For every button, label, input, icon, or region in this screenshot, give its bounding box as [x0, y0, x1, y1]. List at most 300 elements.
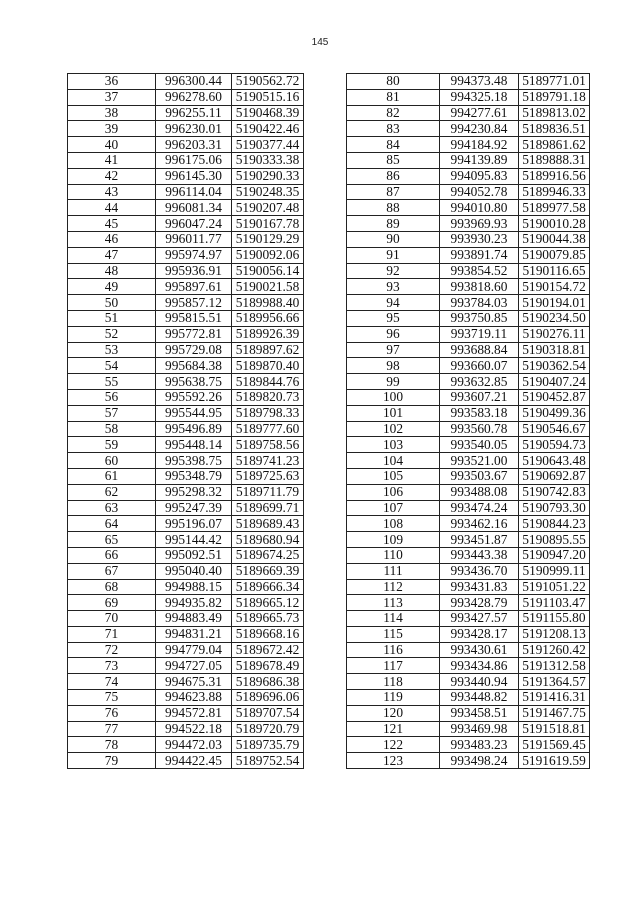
table-row [347, 516, 590, 532]
y-coordinate-cell: 5190692.87 [519, 468, 590, 484]
point-number-cell: 65 [68, 532, 156, 548]
table-row [68, 216, 304, 232]
point-number-cell: 92 [347, 263, 440, 279]
point-number-cell: 48 [68, 263, 156, 279]
x-coordinate-cell: 995772.81 [156, 326, 232, 342]
point-number-cell: 83 [347, 121, 440, 137]
table-row [347, 547, 590, 563]
point-number-cell: 49 [68, 279, 156, 295]
x-coordinate-cell: 993784.03 [440, 295, 519, 311]
x-coordinate-cell: 993632.85 [440, 374, 519, 390]
x-coordinate-cell: 996255.11 [156, 105, 232, 121]
y-coordinate-cell: 5190895.55 [519, 532, 590, 548]
y-coordinate-cell: 5190234.50 [519, 310, 590, 326]
x-coordinate-cell: 993498.24 [440, 753, 519, 769]
y-coordinate-cell: 5189699.71 [232, 500, 304, 516]
table-row [68, 611, 304, 627]
y-coordinate-cell: 5190594.73 [519, 437, 590, 453]
x-coordinate-cell: 995247.39 [156, 500, 232, 516]
table-row [347, 184, 590, 200]
y-coordinate-cell: 5190546.67 [519, 421, 590, 437]
point-number-cell: 86 [347, 168, 440, 184]
table-row [347, 563, 590, 579]
y-coordinate-cell: 5189666.34 [232, 579, 304, 595]
x-coordinate-cell: 993719.11 [440, 326, 519, 342]
point-number-cell: 50 [68, 295, 156, 311]
y-coordinate-cell: 5189836.51 [519, 121, 590, 137]
point-number-cell: 119 [347, 690, 440, 706]
point-number-cell: 107 [347, 500, 440, 516]
y-coordinate-cell: 5191260.42 [519, 642, 590, 658]
y-coordinate-cell: 5190999.11 [519, 563, 590, 579]
table-row [68, 310, 304, 326]
x-coordinate-cell: 995040.40 [156, 563, 232, 579]
page-number: 145 [311, 37, 329, 48]
point-number-cell: 106 [347, 484, 440, 500]
point-number-cell: 103 [347, 437, 440, 453]
point-number-cell: 63 [68, 500, 156, 516]
y-coordinate-cell: 5190333.38 [232, 152, 304, 168]
table-row [68, 658, 304, 674]
point-number-cell: 60 [68, 453, 156, 469]
point-number-cell: 120 [347, 705, 440, 721]
coordinates-table-right [346, 73, 590, 769]
table-row [68, 74, 304, 90]
point-number-cell: 109 [347, 532, 440, 548]
point-number-cell: 54 [68, 358, 156, 374]
point-number-cell: 95 [347, 310, 440, 326]
table-row [347, 326, 590, 342]
point-number-cell: 43 [68, 184, 156, 200]
point-number-cell: 104 [347, 453, 440, 469]
point-number-cell: 44 [68, 200, 156, 216]
x-coordinate-cell: 993436.70 [440, 563, 519, 579]
point-number-cell: 80 [347, 74, 440, 90]
point-number-cell: 62 [68, 484, 156, 500]
point-number-cell: 78 [68, 737, 156, 753]
y-coordinate-cell: 5190044.38 [519, 231, 590, 247]
y-coordinate-cell: 5190452.87 [519, 389, 590, 405]
y-coordinate-cell: 5189665.73 [232, 611, 304, 627]
x-coordinate-cell: 993440.94 [440, 674, 519, 690]
x-coordinate-cell: 993448.82 [440, 690, 519, 706]
y-coordinate-cell: 5190290.33 [232, 168, 304, 184]
x-coordinate-cell: 995144.42 [156, 532, 232, 548]
table-row [347, 753, 590, 769]
table-row [347, 231, 590, 247]
x-coordinate-cell: 993474.24 [440, 500, 519, 516]
x-coordinate-cell: 993969.93 [440, 216, 519, 232]
point-number-cell: 87 [347, 184, 440, 200]
x-coordinate-cell: 993427.57 [440, 611, 519, 627]
x-coordinate-cell: 994422.45 [156, 753, 232, 769]
table-row [68, 231, 304, 247]
point-number-cell: 47 [68, 247, 156, 263]
y-coordinate-cell: 5190562.72 [232, 74, 304, 90]
x-coordinate-cell: 993443.38 [440, 547, 519, 563]
point-number-cell: 68 [68, 579, 156, 595]
point-number-cell: 91 [347, 247, 440, 263]
y-coordinate-cell: 5190154.72 [519, 279, 590, 295]
x-coordinate-cell: 993462.16 [440, 516, 519, 532]
table-row [68, 279, 304, 295]
table-row [68, 405, 304, 421]
point-number-cell: 110 [347, 547, 440, 563]
point-number-cell: 118 [347, 674, 440, 690]
y-coordinate-cell: 5189735.79 [232, 737, 304, 753]
y-coordinate-cell: 5191619.59 [519, 753, 590, 769]
table-row [68, 121, 304, 137]
x-coordinate-cell: 996300.44 [156, 74, 232, 90]
table-row [347, 468, 590, 484]
y-coordinate-cell: 5189813.02 [519, 105, 590, 121]
y-coordinate-cell: 5191416.31 [519, 690, 590, 706]
table-row [68, 721, 304, 737]
point-number-cell: 102 [347, 421, 440, 437]
table-row [68, 295, 304, 311]
table-row [347, 484, 590, 500]
table-row [347, 295, 590, 311]
point-number-cell: 69 [68, 595, 156, 611]
y-coordinate-cell: 5191155.80 [519, 611, 590, 627]
point-number-cell: 117 [347, 658, 440, 674]
x-coordinate-cell: 994139.89 [440, 152, 519, 168]
table-row [347, 279, 590, 295]
x-coordinate-cell: 995974.97 [156, 247, 232, 263]
x-coordinate-cell: 993434.86 [440, 658, 519, 674]
point-number-cell: 53 [68, 342, 156, 358]
table-row [347, 358, 590, 374]
x-coordinate-cell: 996114.04 [156, 184, 232, 200]
coordinates-table-left [67, 73, 304, 769]
table-row [68, 437, 304, 453]
point-number-cell: 93 [347, 279, 440, 295]
table-row [347, 121, 590, 137]
table-row [347, 437, 590, 453]
y-coordinate-cell: 5190793.30 [519, 500, 590, 516]
table-row [68, 737, 304, 753]
y-coordinate-cell: 5191103.47 [519, 595, 590, 611]
y-coordinate-cell: 5189897.62 [232, 342, 304, 358]
x-coordinate-cell: 995092.51 [156, 547, 232, 563]
y-coordinate-cell: 5190643.48 [519, 453, 590, 469]
x-coordinate-cell: 994883.49 [156, 611, 232, 627]
y-coordinate-cell: 5190318.81 [519, 342, 590, 358]
y-coordinate-cell: 5191569.45 [519, 737, 590, 753]
table-row [68, 500, 304, 516]
point-number-cell: 76 [68, 705, 156, 721]
y-coordinate-cell: 5190276.11 [519, 326, 590, 342]
point-number-cell: 84 [347, 137, 440, 153]
y-coordinate-cell: 5189752.54 [232, 753, 304, 769]
point-number-cell: 51 [68, 310, 156, 326]
x-coordinate-cell: 993930.23 [440, 231, 519, 247]
table-row [68, 547, 304, 563]
x-coordinate-cell: 995857.12 [156, 295, 232, 311]
point-number-cell: 97 [347, 342, 440, 358]
point-number-cell: 37 [68, 89, 156, 105]
x-coordinate-cell: 994010.80 [440, 200, 519, 216]
x-coordinate-cell: 994779.04 [156, 642, 232, 658]
y-coordinate-cell: 5189861.62 [519, 137, 590, 153]
point-number-cell: 99 [347, 374, 440, 390]
table-row [68, 484, 304, 500]
x-coordinate-cell: 995298.32 [156, 484, 232, 500]
table-row [347, 453, 590, 469]
point-number-cell: 71 [68, 626, 156, 642]
x-coordinate-cell: 994935.82 [156, 595, 232, 611]
y-coordinate-cell: 5190468.39 [232, 105, 304, 121]
y-coordinate-cell: 5190021.58 [232, 279, 304, 295]
table-row [68, 626, 304, 642]
y-coordinate-cell: 5189844.76 [232, 374, 304, 390]
y-coordinate-cell: 5189988.40 [232, 295, 304, 311]
point-number-cell: 58 [68, 421, 156, 437]
y-coordinate-cell: 5190407.24 [519, 374, 590, 390]
point-number-cell: 42 [68, 168, 156, 184]
x-coordinate-cell: 993688.84 [440, 342, 519, 358]
y-coordinate-cell: 5189798.33 [232, 405, 304, 421]
x-coordinate-cell: 995448.14 [156, 437, 232, 453]
table-row [347, 500, 590, 516]
y-coordinate-cell: 5189956.66 [232, 310, 304, 326]
table-row [68, 421, 304, 437]
x-coordinate-cell: 993660.07 [440, 358, 519, 374]
table-row [347, 405, 590, 421]
point-number-cell: 39 [68, 121, 156, 137]
point-number-cell: 64 [68, 516, 156, 532]
y-coordinate-cell: 5189689.43 [232, 516, 304, 532]
y-coordinate-cell: 5189741.23 [232, 453, 304, 469]
x-coordinate-cell: 993891.74 [440, 247, 519, 263]
table-row [347, 611, 590, 627]
x-coordinate-cell: 996081.34 [156, 200, 232, 216]
x-coordinate-cell: 994572.81 [156, 705, 232, 721]
y-coordinate-cell: 5190377.44 [232, 137, 304, 153]
point-number-cell: 38 [68, 105, 156, 121]
y-coordinate-cell: 5190844.23 [519, 516, 590, 532]
point-number-cell: 67 [68, 563, 156, 579]
y-coordinate-cell: 5189946.33 [519, 184, 590, 200]
x-coordinate-cell: 996011.77 [156, 231, 232, 247]
point-number-cell: 57 [68, 405, 156, 421]
table-row [68, 563, 304, 579]
x-coordinate-cell: 994675.31 [156, 674, 232, 690]
y-coordinate-cell: 5189686.38 [232, 674, 304, 690]
point-number-cell: 66 [68, 547, 156, 563]
y-coordinate-cell: 5190092.06 [232, 247, 304, 263]
point-number-cell: 101 [347, 405, 440, 421]
table-row [68, 326, 304, 342]
table-row [68, 468, 304, 484]
table-row [68, 247, 304, 263]
x-coordinate-cell: 996203.31 [156, 137, 232, 153]
point-number-cell: 75 [68, 690, 156, 706]
point-number-cell: 121 [347, 721, 440, 737]
x-coordinate-cell: 995544.95 [156, 405, 232, 421]
y-coordinate-cell: 5190515.16 [232, 89, 304, 105]
point-number-cell: 40 [68, 137, 156, 153]
x-coordinate-cell: 993503.67 [440, 468, 519, 484]
table-row [347, 247, 590, 263]
y-coordinate-cell: 5189711.79 [232, 484, 304, 500]
x-coordinate-cell: 995592.26 [156, 389, 232, 405]
table-row [68, 137, 304, 153]
table-row [68, 168, 304, 184]
point-number-cell: 115 [347, 626, 440, 642]
point-number-cell: 116 [347, 642, 440, 658]
x-coordinate-cell: 995815.51 [156, 310, 232, 326]
y-coordinate-cell: 5189665.12 [232, 595, 304, 611]
table-row [68, 642, 304, 658]
y-coordinate-cell: 5190010.28 [519, 216, 590, 232]
x-coordinate-cell: 993750.85 [440, 310, 519, 326]
y-coordinate-cell: 5189696.06 [232, 690, 304, 706]
x-coordinate-cell: 995897.61 [156, 279, 232, 295]
table-row [347, 705, 590, 721]
point-number-cell: 108 [347, 516, 440, 532]
x-coordinate-cell: 993488.08 [440, 484, 519, 500]
x-coordinate-cell: 993458.51 [440, 705, 519, 721]
x-coordinate-cell: 994988.15 [156, 579, 232, 595]
x-coordinate-cell: 993469.98 [440, 721, 519, 737]
point-number-cell: 52 [68, 326, 156, 342]
table-row [347, 342, 590, 358]
point-number-cell: 111 [347, 563, 440, 579]
y-coordinate-cell: 5189674.25 [232, 547, 304, 563]
table-row [347, 374, 590, 390]
x-coordinate-cell: 994831.21 [156, 626, 232, 642]
point-number-cell: 90 [347, 231, 440, 247]
table-row [68, 516, 304, 532]
point-number-cell: 61 [68, 468, 156, 484]
point-number-cell: 100 [347, 389, 440, 405]
table-row [68, 389, 304, 405]
point-number-cell: 81 [347, 89, 440, 105]
x-coordinate-cell: 994095.83 [440, 168, 519, 184]
x-coordinate-cell: 995684.38 [156, 358, 232, 374]
point-number-cell: 56 [68, 389, 156, 405]
y-coordinate-cell: 5189791.18 [519, 89, 590, 105]
point-number-cell: 45 [68, 216, 156, 232]
y-coordinate-cell: 5191208.13 [519, 626, 590, 642]
y-coordinate-cell: 5190947.20 [519, 547, 590, 563]
table-row [68, 690, 304, 706]
x-coordinate-cell: 995936.91 [156, 263, 232, 279]
y-coordinate-cell: 5191312.58 [519, 658, 590, 674]
table-row [68, 595, 304, 611]
y-coordinate-cell: 5189777.60 [232, 421, 304, 437]
table-row [68, 358, 304, 374]
y-coordinate-cell: 5189669.39 [232, 563, 304, 579]
y-coordinate-cell: 5189888.31 [519, 152, 590, 168]
y-coordinate-cell: 5190079.85 [519, 247, 590, 263]
table-row [347, 310, 590, 326]
x-coordinate-cell: 994727.05 [156, 658, 232, 674]
y-coordinate-cell: 5189926.39 [232, 326, 304, 342]
x-coordinate-cell: 993431.83 [440, 579, 519, 595]
table-row [347, 674, 590, 690]
y-coordinate-cell: 5189916.56 [519, 168, 590, 184]
point-number-cell: 36 [68, 74, 156, 90]
table-row [347, 579, 590, 595]
table-row [347, 658, 590, 674]
point-number-cell: 85 [347, 152, 440, 168]
y-coordinate-cell: 5190167.78 [232, 216, 304, 232]
point-number-cell: 98 [347, 358, 440, 374]
y-coordinate-cell: 5190207.48 [232, 200, 304, 216]
y-coordinate-cell: 5190422.46 [232, 121, 304, 137]
y-coordinate-cell: 5191518.81 [519, 721, 590, 737]
y-coordinate-cell: 5190129.29 [232, 231, 304, 247]
y-coordinate-cell: 5190248.35 [232, 184, 304, 200]
table-row [347, 168, 590, 184]
x-coordinate-cell: 993854.52 [440, 263, 519, 279]
table-row [68, 105, 304, 121]
x-coordinate-cell: 996047.24 [156, 216, 232, 232]
x-coordinate-cell: 996145.30 [156, 168, 232, 184]
x-coordinate-cell: 993521.00 [440, 453, 519, 469]
table-row [347, 137, 590, 153]
point-number-cell: 88 [347, 200, 440, 216]
point-number-cell: 74 [68, 674, 156, 690]
y-coordinate-cell: 5191051.22 [519, 579, 590, 595]
y-coordinate-cell: 5189680.94 [232, 532, 304, 548]
point-number-cell: 96 [347, 326, 440, 342]
table-row [68, 152, 304, 168]
point-number-cell: 79 [68, 753, 156, 769]
y-coordinate-cell: 5191364.57 [519, 674, 590, 690]
table-row [347, 263, 590, 279]
y-coordinate-cell: 5189725.63 [232, 468, 304, 484]
x-coordinate-cell: 994230.84 [440, 121, 519, 137]
table-row [347, 105, 590, 121]
y-coordinate-cell: 5189720.79 [232, 721, 304, 737]
table-row [68, 532, 304, 548]
x-coordinate-cell: 995729.08 [156, 342, 232, 358]
point-number-cell: 72 [68, 642, 156, 658]
table-row [347, 626, 590, 642]
table-row [68, 263, 304, 279]
x-coordinate-cell: 993540.05 [440, 437, 519, 453]
x-coordinate-cell: 995496.89 [156, 421, 232, 437]
x-coordinate-cell: 993483.23 [440, 737, 519, 753]
y-coordinate-cell: 5189870.40 [232, 358, 304, 374]
table-row [68, 705, 304, 721]
y-coordinate-cell: 5190194.01 [519, 295, 590, 311]
table-row [68, 674, 304, 690]
table-row [347, 216, 590, 232]
x-coordinate-cell: 994277.61 [440, 105, 519, 121]
x-coordinate-cell: 994472.03 [156, 737, 232, 753]
table-row [347, 152, 590, 168]
x-coordinate-cell: 993451.87 [440, 532, 519, 548]
point-number-cell: 77 [68, 721, 156, 737]
x-coordinate-cell: 993818.60 [440, 279, 519, 295]
x-coordinate-cell: 994052.78 [440, 184, 519, 200]
table-row [347, 421, 590, 437]
y-coordinate-cell: 5190499.36 [519, 405, 590, 421]
x-coordinate-cell: 996175.06 [156, 152, 232, 168]
point-number-cell: 55 [68, 374, 156, 390]
y-coordinate-cell: 5189672.42 [232, 642, 304, 658]
y-coordinate-cell: 5190742.83 [519, 484, 590, 500]
x-coordinate-cell: 993430.61 [440, 642, 519, 658]
point-number-cell: 114 [347, 611, 440, 627]
y-coordinate-cell: 5189758.56 [232, 437, 304, 453]
point-number-cell: 89 [347, 216, 440, 232]
point-number-cell: 112 [347, 579, 440, 595]
